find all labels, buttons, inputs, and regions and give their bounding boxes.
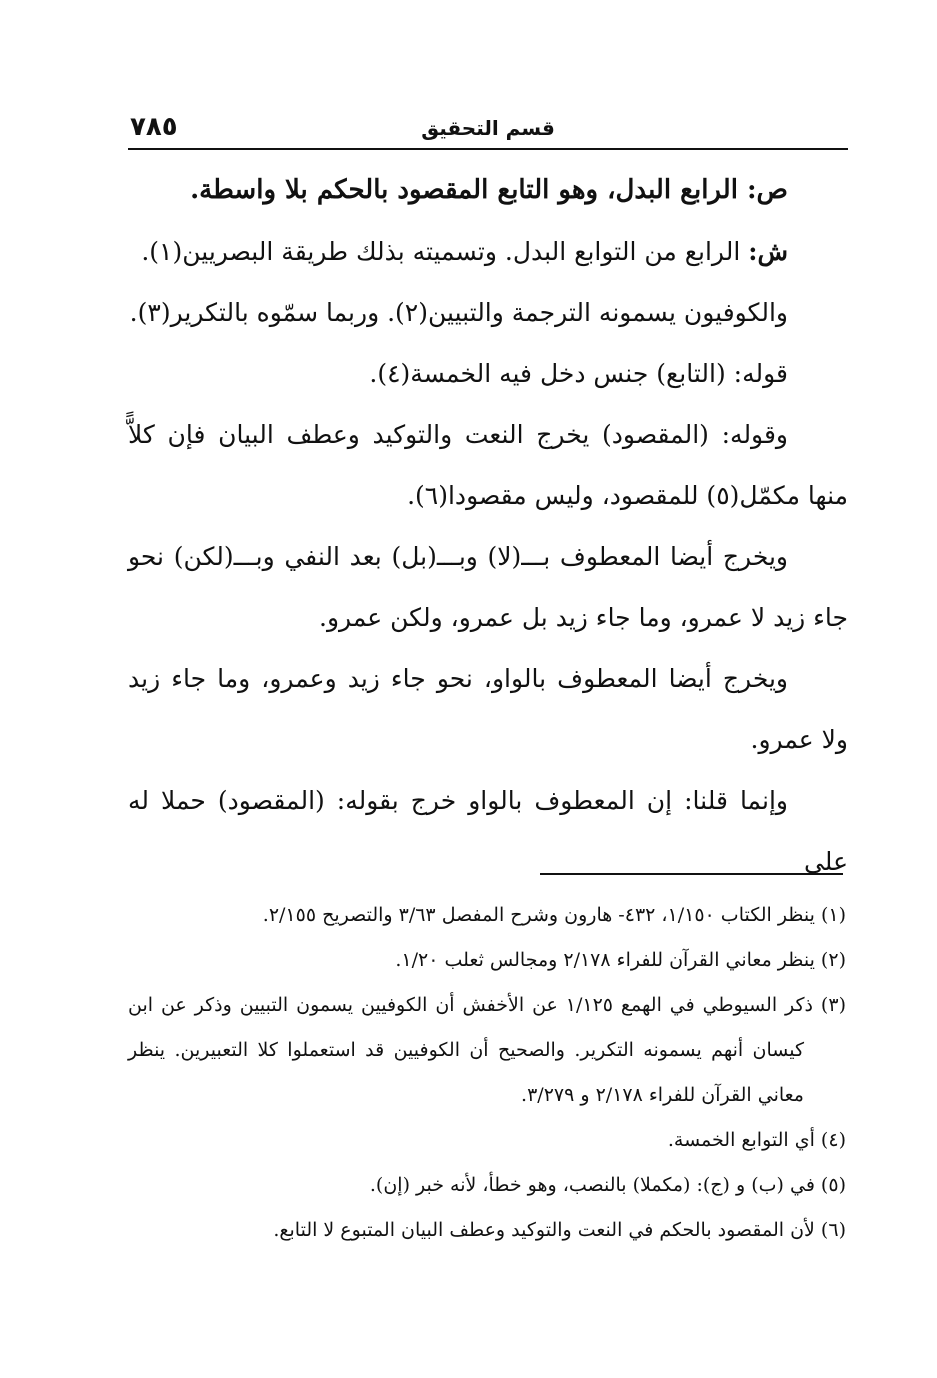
footnote: (٣) ذكر السيوطي في الهمع ١/١٢٥ عن الأخفش أن الكوفيين يسمون التبيين وذكر عن ابن كيسان أنهم يسمونه التكرير. والصحيح أن الكوفيين قد استعملوا كلا التعبيرين. ينظر معاني القرآن للفراء ٢/١٧٨ و ٣/٢٧٩. [128,994,846,1106]
page-header [128,108,848,150]
footnote-divider [540,873,843,875]
footnotes-section [128,893,846,1253]
commentary-paragraph [128,221,848,282]
footnote: (٥) في (ب) و (ج): (مكملا) بالنصب، وهو خطأ، لأنه خبر (إن). [369,1174,846,1196]
sharh-marker: ش: [748,237,788,266]
footnote: (٢) ينظر معاني القرآن للفراء ٢/١٧٨ ومجالس ثعلب ١/٢٠. [395,949,846,971]
section-title: قسم التحقيق [421,116,555,140]
paragraph: وإنما قلنا: إن المعطوف بالواو خرج بقوله: (المقصود) حملا له على [128,786,848,876]
main-text [128,160,848,892]
paragraph: قوله: (التابع) جنس دخل فيه الخمسة(٤). [369,359,788,388]
paragraph: ويخرج أيضا المعطوف بـــ(لا) وبـــ(بل) بعد النفي وبـــ(لكن) نحو جاء زيد لا عمرو، وما جاء زيد بل عمرو، ولكن عمرو. [128,542,848,632]
paragraph: ويخرج أيضا المعطوف بالواو، نحو جاء زيد وعمرو، وما جاء زيد ولا عمرو. [128,664,848,754]
paragraph-text: الرابع من التوابع البدل. وتسميته بذلك طريقة البصريين(١). [141,237,741,266]
paragraph: والكوفيون يسمونه الترجمة والتبيين(٢). وربما سمّوه بالتكرير(٣). [129,298,788,327]
footnote: (٦) لأن المقصود بالحكم في النعت والتوكيد وعطف البيان المتبوع لا التابع. [273,1219,846,1241]
paragraph: وقوله: (المقصود) يخرج النعت والتوكيد وعطف البيان فإن كلاًّ منها مكمّل(٥) للمقصود، وليس مقصودا(٦). [128,420,848,510]
footnote: (٤) أي التوابع الخمسة. [667,1129,846,1151]
matn-heading: ص: الرابع البدل، وهو التابع المقصود بالحكم بلا واسطة. [190,175,788,205]
page-number: ٧٨٥ [130,112,178,142]
footnote: (١) ينظر الكتاب ١/١٥٠، ٤٣٢- هارون وشرح المفصل ٣/٦٣ والتصريح ٢/١٥٥. [262,904,846,926]
